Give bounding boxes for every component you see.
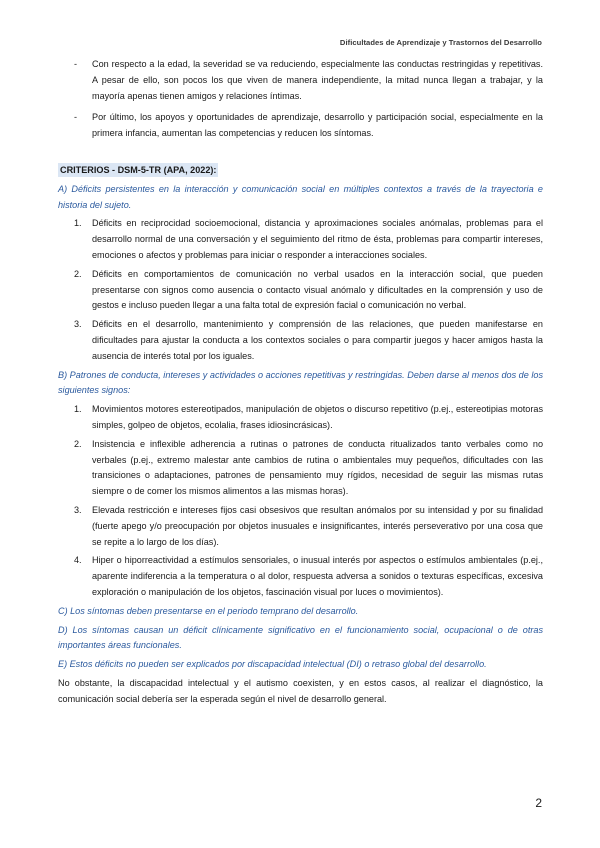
section-d-heading: D) Los síntomas causan un déficit clínicamente significativo en el funcionamiento social, ocupacional o de otras importantes áreas funcionales. — [58, 624, 543, 651]
item-number: 2. — [74, 268, 82, 279]
page-number: 2 — [535, 796, 542, 810]
item-number: 1. — [74, 218, 82, 229]
item-text: Déficits en el desarrollo, mantenimiento y comprensión de las relaciones, que pueden manifestarse en dificultades para ajustar la conducta a los contextos sociales o para compartir juegos y hacer amigos hasta la ausencia de interés total por los iguales. — [92, 319, 543, 361]
section-c-heading: C) Los síntomas deben presentarse en el periodo temprano del desarrollo. — [58, 605, 359, 616]
item-number: 1. — [74, 404, 82, 415]
item-number: 3. — [74, 504, 82, 515]
item-text: Movimientos motores estereotipados, manipulación de objetos o discurso repetitivo (p.ej., estereotipias motoras simples, golpeo de objetos, ecolalia, frases idiosincrásicas). — [92, 404, 543, 430]
item-number: 4. — [74, 555, 82, 566]
section-b-list — [58, 402, 543, 601]
list-item — [58, 216, 543, 263]
running-header: Dificultades de Aprendizaje y Trastornos del Desarrollo — [339, 38, 542, 47]
item-number: 2. — [74, 438, 82, 449]
item-number: 3. — [74, 319, 82, 330]
list-item — [58, 402, 543, 434]
section-a-heading: A) Déficits persistentes en la interacción y comunicación social en múltiples contextos a través de la trayectoria e historia del sujeto. — [58, 183, 543, 210]
list-item — [58, 267, 543, 314]
list-item — [58, 553, 543, 600]
bullet-text: Con respecto a la edad, la severidad se va reduciendo, especialmente las conductas restringidas y repetitivas. A pesar de ello, son pocos los que viven de manera independiente, la mitad nunca llegan a trabajar, y la mayoría apenas tienen amigos y relaciones íntimas. — [92, 59, 543, 101]
criteria-title-line — [58, 163, 543, 179]
item-text: Déficits en reciprocidad socioemocional, distancia y aproximaciones sociales anómalas, problemas para el desarrollo normal de una conversación y el seguimiento del ritmo de ésta, problemas para compartir intereses, emociones o afectos y problemas para iniciar o responder a interacciones sociales. — [92, 218, 543, 260]
page-content — [58, 57, 543, 707]
section-e-heading: E) Estos déficits no pueden ser explicados por discapacidad intelectual (DI) o retraso global del desarrollo. — [58, 659, 487, 670]
list-item — [58, 437, 543, 500]
section-b-heading: B) Patrones de conducta, intereses y actividades o acciones repetitivas y restringidas. Deben darse al menos dos de los siguientes signos: — [58, 369, 543, 396]
list-item — [58, 503, 543, 550]
bullet-text: Por último, los apoyos y oportunidades de aprendizaje, desarrollo y participación social, especialmente en la primera infancia, aumentan las competencias y reducen los síntomas. — [92, 112, 543, 139]
bullet-mark: - — [74, 59, 78, 69]
item-text: Hiper o hiporreactividad a estímulos sensoriales, o inusual interés por aspectos o estímulos ambientales (p.ej., aparente indiferencia a la temperatura o al dolor, respuesta adversa a sonidos o texturas específicas, excesiva exploración o manipulación de los objetos, fascinación visual por luces o movimientos). — [92, 555, 543, 597]
bullet-paragraph — [58, 57, 543, 104]
final-paragraph: No obstante, la discapacidad intelectual y el autismo coexisten, y en estos casos, al realizar el diagnóstico, la comunicación social debería ser la esperada según el nivel de desarrollo general. — [58, 677, 543, 704]
item-text: Insistencia e inflexible adherencia a rutinas o patrones de conducta ritualizados tanto verbales como no verbales (p.ej., extremo malestar ante cambios de rutina o ambientales muy pequeños, dificultades con las transiciones o adaptaciones, patrones de pensamiento muy rígidos, necesidad de seguir las mismas rutas siempre o de comer los mismos alimentos a las mismas horas). — [92, 438, 543, 497]
criteria-title: CRITERIOS - DSM-5-TR (APA, 2022): — [60, 164, 217, 175]
bullet-mark: - — [74, 112, 78, 123]
list-item — [58, 317, 543, 364]
item-text: Déficits en comportamientos de comunicación no verbal usados en la interacción social, que pueden presentarse con signos como ausencia o contacto visual anómalo y dificultades en la comprensión y uso de gestos e incluso pueden llegar a una falta total de expresión facial o comunicación no verbal. — [92, 268, 543, 311]
item-text: Elevada restricción e intereses fijos casi obsesivos que resultan anómalos por su intensidad y por su finalidad (fuerte apego y/o preocupación por objetos inusuales e insignificantes, interés perseverativo por una cosa que se repite a lo largo de los días). — [92, 504, 543, 547]
section-a-list — [58, 216, 543, 364]
bullet-paragraph — [58, 110, 543, 142]
